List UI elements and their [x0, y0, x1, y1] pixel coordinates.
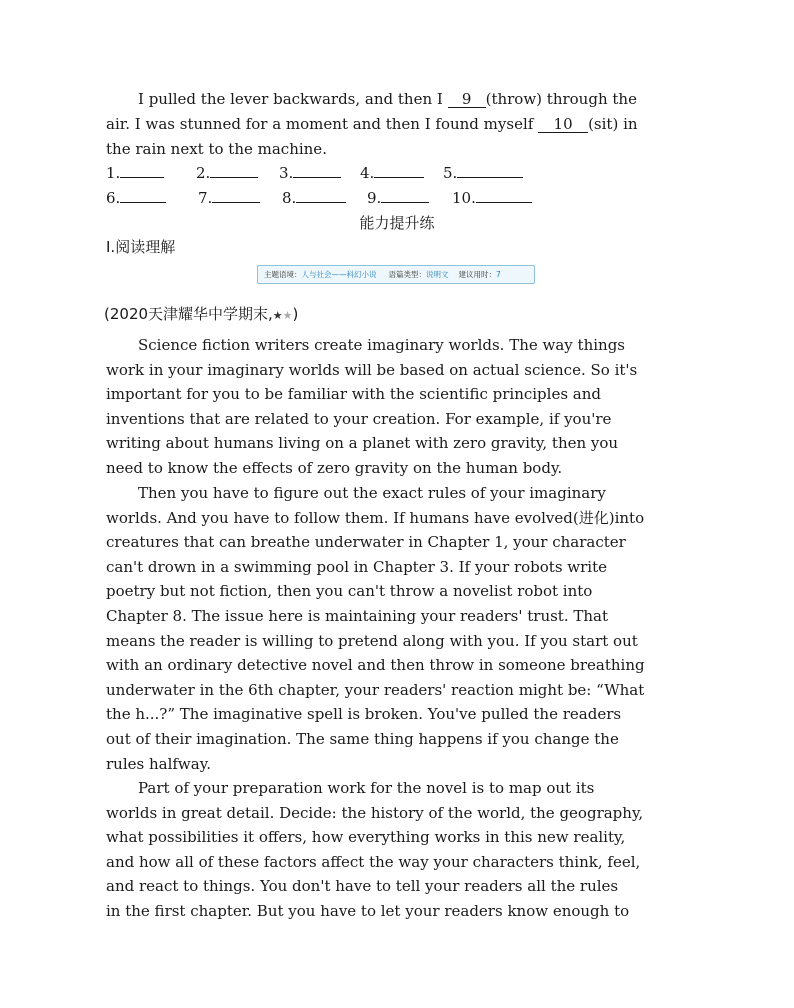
passage-line: Science fiction writers create imaginary worlds. The way things	[138, 336, 625, 354]
answer-blank-7: 7.	[198, 188, 260, 208]
exercise-text: air. I was stunned for a moment and then I found myself	[106, 115, 539, 133]
passage-line: out of their imagination. The same thing happens if you change the	[106, 729, 619, 748]
passage-line: and react to things. You don't have to tell your readers all the rules	[106, 877, 619, 896]
exercise-text: (sit) in	[588, 115, 638, 133]
answer-blank-2: 2.	[196, 163, 258, 183]
passage-line: and how all of these factors affect the way your characters think, feel,	[106, 852, 641, 871]
passage-line: means the reader is willing to pretend along with you. If you start out	[106, 631, 638, 650]
passage-line: Part of your preparation work for the novel is to map out its	[138, 779, 595, 797]
passage-line: Then you have to figure out the exact rules of your imaginary	[138, 484, 606, 502]
passage-line: the h...?” The imaginative spell is broken. You've pulled the readers	[106, 705, 622, 724]
passage-line: important for you to be familiar with the scientific principles and	[106, 385, 602, 404]
answer-blank-6: 6.	[106, 188, 166, 208]
passage-line: inventions that are related to your creation. For example, if you're	[106, 409, 612, 428]
passage-line: need to know the effects of zero gravity on the human body.	[106, 458, 563, 477]
passage-line: underwater in the 6th chapter, your readers' reaction might be: “What	[106, 680, 645, 699]
passage-paragraph-3	[106, 776, 706, 924]
section-heading: Ⅰ.阅读理解	[106, 238, 176, 256]
answer-blank-8: 8.	[282, 188, 346, 208]
passage-line: can't drown in a swimming pool in Chapter 3. If your robots write	[106, 557, 607, 576]
passage-line: Chapter 8. The issue here is maintaining your readers' trust. That	[106, 606, 609, 625]
passage-line: poetry but not fiction, then you can't throw a novelist robot into	[106, 582, 593, 601]
passage-line: writing about humans living on a planet with zero gravity, then you	[106, 434, 619, 453]
exercise-text: I pulled the lever backwards, and then I	[138, 90, 448, 108]
star-empty-icon: ★	[282, 309, 293, 322]
theme-label: 主题语境：人与社会——科幻小说	[264, 270, 377, 279]
info-banner	[257, 265, 535, 284]
passage-paragraph-2	[106, 481, 706, 776]
passage-line: creatures that can breathe underwater in Chapter 1, your character	[106, 533, 626, 552]
blank-10: 10	[538, 116, 588, 133]
passage-line: work in your imaginary worlds will be based on actual science. So it's	[106, 360, 638, 379]
answer-blank-4: 4.	[360, 163, 424, 183]
time-label: 建议用时：7	[458, 270, 501, 279]
source-text: (2020天津耀华中学期末,	[104, 305, 273, 323]
answer-blank-5: 5.	[443, 163, 523, 183]
exercise-line-3: the rain next to the machine.	[106, 140, 327, 158]
section-title: 能力提升练	[359, 214, 435, 232]
source-line: (2020天津耀华中学期末,★★)	[104, 305, 299, 323]
passage-line: with an ordinary detective novel and then throw in someone breathing	[106, 656, 645, 675]
exercise-line-1	[138, 89, 637, 109]
passage-line: worlds in great detail. Decide: the history of the world, the geography,	[106, 803, 644, 822]
answer-blank-3: 3.	[279, 163, 341, 183]
exercise-text: (throw) through the	[485, 90, 637, 108]
answer-blank-10: 10.	[452, 188, 532, 208]
passage-line: worlds. And you have to follow them. If humans have evolved(进化)into	[106, 508, 645, 527]
answer-blank-9: 9.	[367, 188, 429, 208]
genre-label: 语篇类型：说明文	[388, 270, 449, 279]
answer-blank-1: 1.	[106, 163, 164, 183]
passage-paragraph-1	[106, 333, 706, 481]
star-icon: ★	[272, 309, 283, 322]
passage-line: in the first chapter. But you have to let your readers know enough to	[106, 901, 630, 920]
passage-line: rules halfway.	[106, 754, 211, 773]
exercise-line-2	[106, 114, 638, 134]
passage-line: what possibilities it offers, how everything works in this new reality,	[106, 828, 626, 847]
blank-9: 9	[448, 91, 486, 108]
